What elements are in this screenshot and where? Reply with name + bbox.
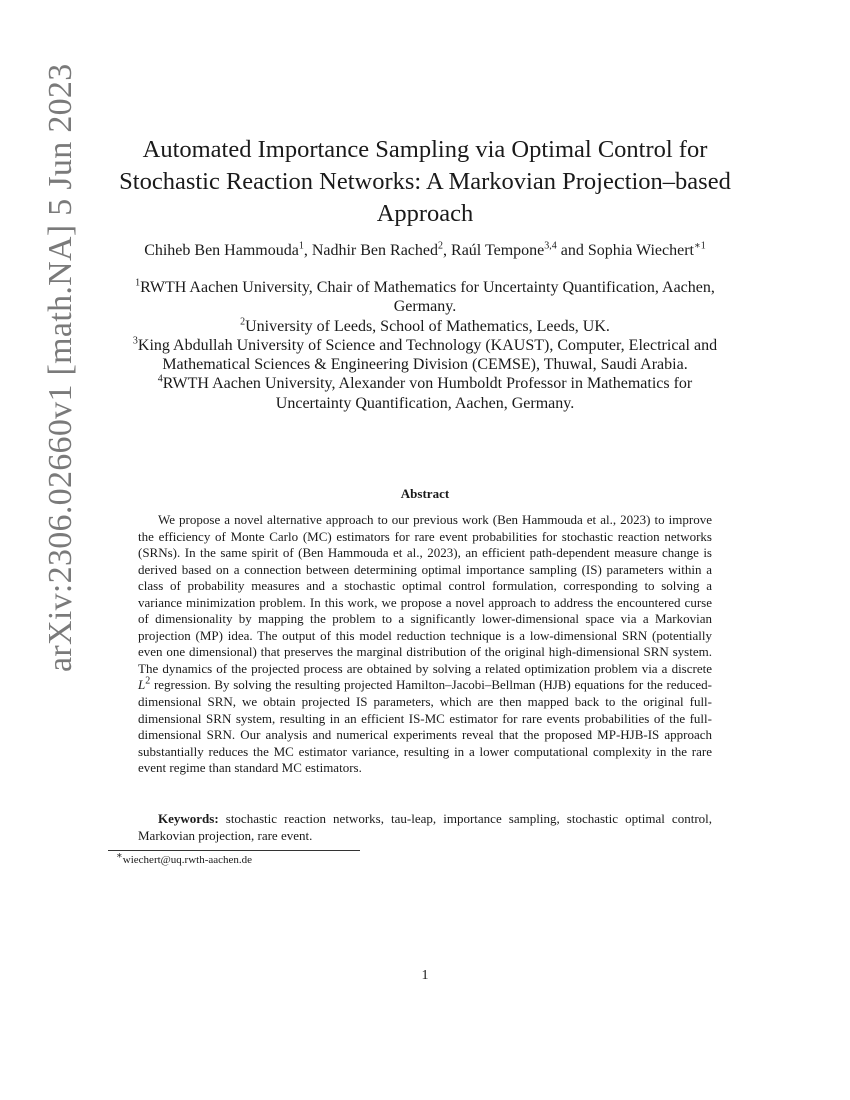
affiliation-2 — [90, 317, 760, 336]
title-line-2: Stochastic Reaction Networks: A Markovian Projection–based — [119, 168, 731, 195]
abstract-text-part-1: We propose a novel alternative approach to our previous work (Ben Hammouda et al., 2023) to improve the efficiency of Monte Carlo (MC) estimators for rare event probabilities for stochastic reaction networks (SRNs). In the same spirit of (Ben Hammouda et al., 2023), an efficient path-dependent measure change is derived based on a connection between determining optimal importance sampling (IS) parameters within a class of probability measures and a stochastic optimal control formulation, corresponding to solving a variance minimization problem. In this work, we propose a novel approach to address the encountered curse of dimensionality by mapping the problem to a significantly lower-dimensional space via a Markovian projection (MP) idea. The output of this model reduction technique is a low-dimensional SRN (potentially even one dimensional) that preserves the marginal distribution of the original high-dimensional SRN system. The dynamics of the projected process are obtained by solving a related optimization problem via a discrete — [138, 512, 712, 676]
author-name: Raúl Tempone — [451, 242, 545, 259]
author-affiliation-mark: 2 — [438, 240, 444, 252]
affiliation-3-continued: Mathematical Sciences & Engineering Division (CEMSE), Thuwal, Saudi Arabia. — [162, 356, 688, 374]
abstract-body — [138, 512, 712, 777]
footnote — [116, 850, 253, 867]
author-name: Sophia Wiechert — [587, 242, 694, 259]
author-affiliation-mark: 1 — [298, 240, 304, 252]
author-separator: and — [556, 242, 588, 259]
affiliation-text: RWTH Aachen University, Chair of Mathematics for Uncertainty Quantification, Aachen, — [140, 279, 715, 296]
title-line-1: Automated Importance Sampling via Optimal Control for — [142, 136, 708, 163]
title-line-3: Approach — [376, 200, 474, 227]
author-separator: , — [443, 242, 452, 259]
affiliation-mark: 4 — [157, 374, 163, 386]
affiliation-3 — [90, 336, 760, 355]
math-symbol: L — [138, 677, 146, 693]
author-separator: , — [303, 242, 312, 259]
paper-title — [110, 134, 740, 230]
arxiv-identifier: arXiv:2306.02660v1 [math.NA] 5 Jun 2023 — [42, 63, 79, 672]
affiliation-4-continued: Uncertainty Quantification, Aachen, Germany. — [275, 394, 575, 412]
page-number: 1 — [421, 968, 429, 983]
affiliation-1 — [90, 278, 760, 297]
affiliation-mark: 2 — [240, 316, 246, 328]
affiliation-text: University of Leeds, School of Mathematics, Leeds, UK. — [245, 317, 610, 335]
affiliation-1-continued: Germany. — [393, 298, 457, 316]
abstract-heading: Abstract — [400, 486, 450, 501]
author-name: Nadhir Ben Rached — [311, 242, 439, 259]
affiliation-text: RWTH Aachen University, Alexander von Humboldt Professor in Mathematics for — [162, 375, 693, 393]
affiliation-4 — [90, 374, 760, 393]
author-name: Chiheb Ben Hammouda — [144, 242, 299, 259]
footnote-mark: ∗ — [116, 850, 123, 862]
footnote-divider — [108, 850, 360, 851]
author-affiliation-mark: 3,4 — [544, 240, 557, 252]
keywords-label: Keywords: — [158, 811, 219, 826]
abstract-text-part-2: regression. By solving the resulting projected Hamilton–Jacobi–Bellman (HJB) equations for the reduced-dimensional SRN, we obtain projected IS parameters, which are then mapped back to the original full-dimensional SRN system, resulting in an efficient IS-MC estimator for rare events probabilities of the full-dimensional SRN. Our analysis and numerical experiments reveal that the proposed MP-HJB-IS approach substantially reduces the MC estimator variance, resulting in a lower computational complexity in the rare event regime than standard MC estimators. — [138, 677, 712, 776]
math-exponent: 2 — [145, 676, 151, 688]
affiliation-mark: 1 — [135, 277, 141, 289]
affiliation-mark: 3 — [132, 335, 138, 347]
author-list — [90, 240, 760, 262]
keywords-text: stochastic reaction networks, tau-leap, importance sampling, stochastic optimal control, Markovian projection, rare event. — [138, 811, 713, 843]
affiliation-text: King Abdullah University of Science and Technology (KAUST), Computer, Electrical and — [137, 336, 718, 354]
author-affiliation-mark: ∗1 — [694, 240, 706, 252]
footnote-email: wiechert@uq.rwth-aachen.de — [122, 854, 253, 866]
keywords — [138, 811, 712, 844]
affiliation-list — [90, 278, 760, 413]
